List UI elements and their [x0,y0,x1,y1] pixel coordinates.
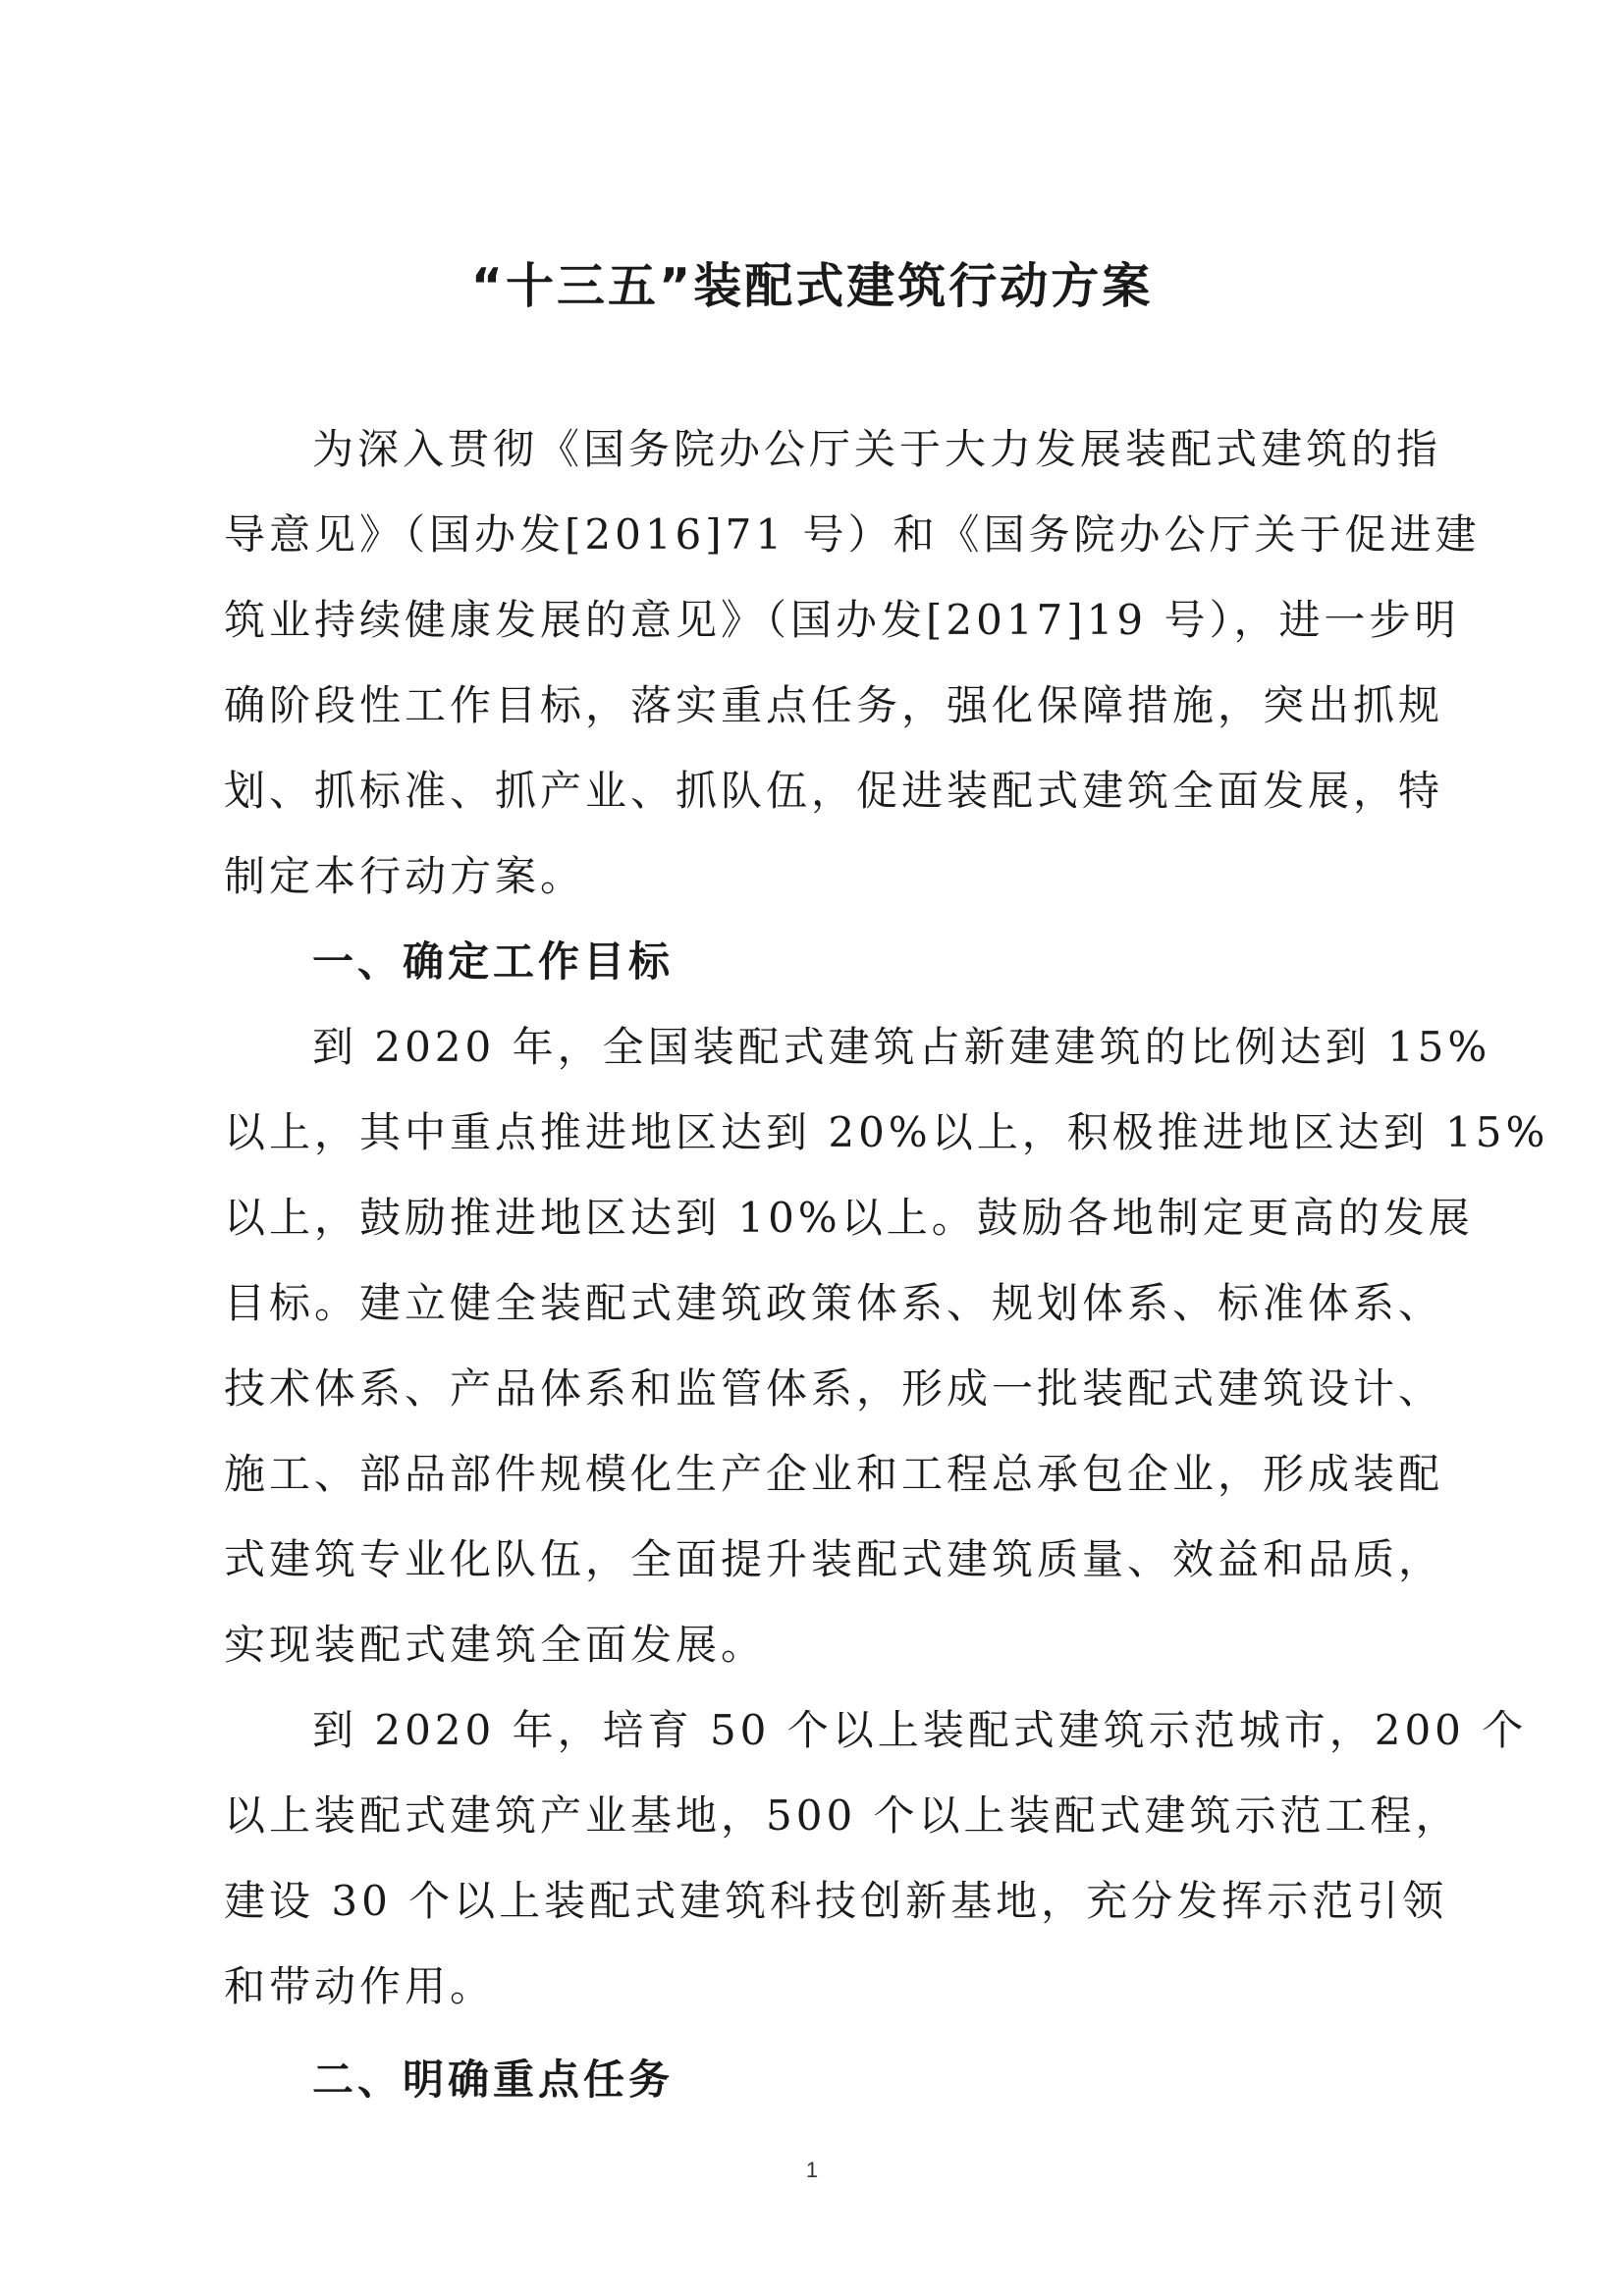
goals-line: 施工、部品部件规模化生产企业和工程总承包企业，形成装配 [224,1450,1444,1498]
goals-line: 以上，其中重点推进地区达到 20%以上，积极推进地区达到 15% [224,1108,1549,1156]
goals-line: 式建筑专业化队伍，全面提升装配式建筑质量、效益和品质， [224,1535,1444,1583]
intro-line: 导意见》（国办发[2016]71 号）和《国务院办公厅关于促进建 [224,510,1481,559]
goals-line: 以上，鼓励推进地区达到 10%以上。鼓励各地制定更高的发展 [224,1194,1474,1242]
intro-paragraph [224,406,1481,919]
goals-line: 技术体系、产品体系和监管体系，形成一批装配式建筑设计、 [224,1364,1444,1413]
goals-line: 实现装配式建筑全面发展。 [224,1621,767,1669]
goals-line: 目标。建立健全装配式建筑政策体系、规划体系、标准体系、 [224,1279,1444,1327]
document-title: “十三五”装配式建筑行动方案 [470,258,1154,314]
section-heading-goals: 一、确定工作目标 [312,937,675,986]
goals-line: 到 2020 年，全国装配式建筑占新建建筑的比例达到 15% [312,1023,1491,1071]
demonstration-line: 以上装配式建筑产业基地，500 个以上装配式建筑示范工程， [224,1791,1461,1840]
intro-line: 制定本行动方案。 [224,852,586,900]
demonstration-line: 和带动作用。 [224,1962,496,2010]
document-body [224,406,1549,2122]
intro-line: 划、抓标准、抓产业、抓队伍，促进装配式建筑全面发展，特 [224,767,1444,815]
intro-line: 确阶段性工作目标，落实重点任务，强化保障措施，突出抓规 [224,681,1444,729]
page-number: 1 [805,2158,819,2182]
intro-line: 筑业持续健康发展的意见》（国办发[2017]19 号），进一步明 [224,596,1460,644]
demonstration-line: 建设 30 个以上装配式建筑科技创新基地，充分发挥示范引领 [224,1877,1448,1925]
intro-line: 为深入贯彻《国务院办公厅关于大力发展装配式建筑的指 [312,425,1442,473]
demonstration-paragraph [224,1687,1528,2029]
goals-paragraph [224,1004,1549,1687]
section-heading-tasks: 二、明确重点任务 [312,2056,675,2104]
demonstration-line: 到 2020 年，培育 50 个以上装配式建筑示范城市，200 个 [312,1706,1528,1754]
